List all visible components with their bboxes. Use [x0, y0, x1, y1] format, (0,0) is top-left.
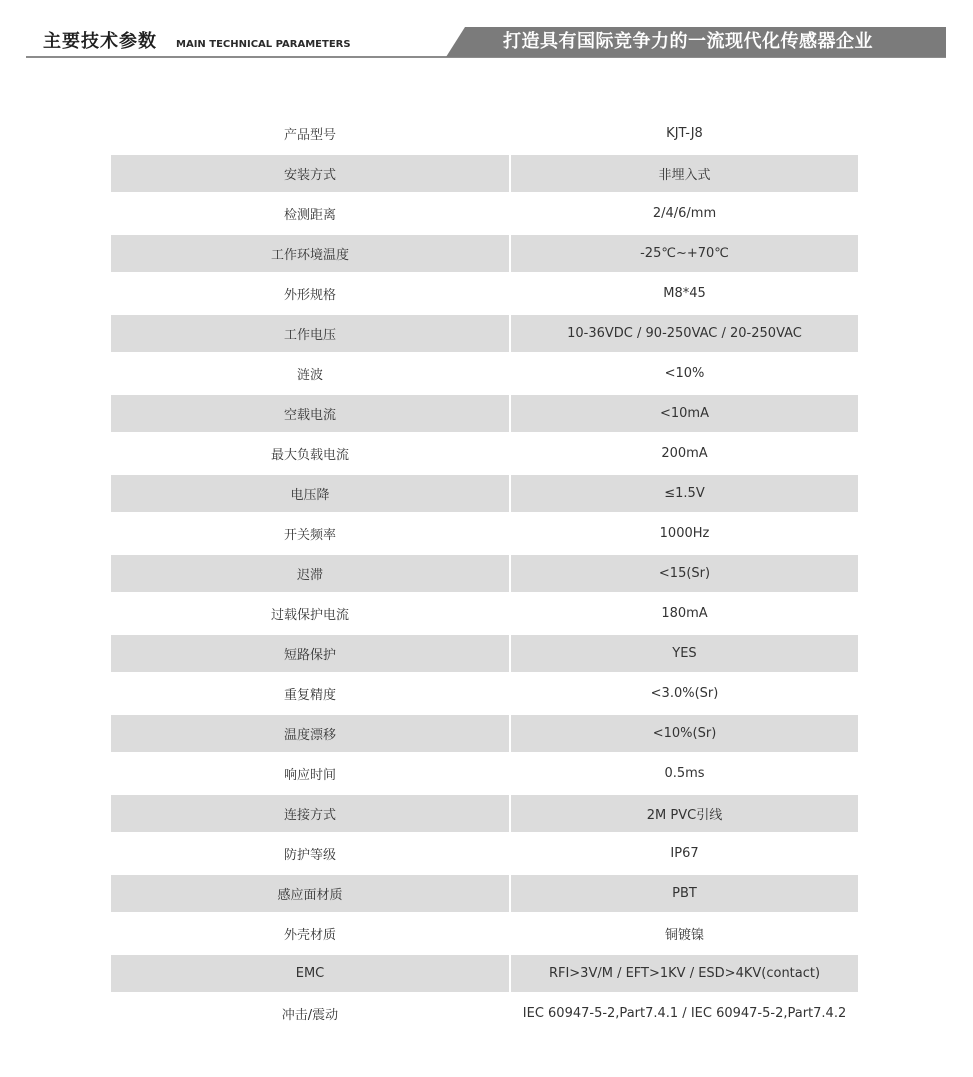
param-name: 最大负载电流	[270, 448, 349, 463]
table-row	[111, 434, 858, 474]
table-row	[111, 194, 858, 234]
table-row	[111, 714, 858, 754]
param-name: EMC	[111, 955, 509, 992]
param-name: 外形规格	[283, 288, 336, 303]
param-name: 工作环境温度	[111, 235, 509, 272]
param-name: 过载保护电流	[270, 608, 349, 623]
param-value: 200mA	[661, 446, 708, 461]
param-name: 迟滞	[111, 555, 509, 592]
param-value: M8*45	[663, 286, 706, 301]
param-value: 180mA	[661, 606, 708, 621]
param-value: 2M PVC引线	[511, 795, 858, 832]
param-name: 空载电流	[111, 395, 509, 432]
param-name: 响应时间	[283, 768, 336, 783]
table-row	[111, 874, 858, 914]
param-value: <10%	[664, 366, 705, 381]
param-name: 重复精度	[283, 688, 336, 703]
param-value: <3.0%(Sr)	[650, 686, 719, 701]
param-name: 连接方式	[111, 795, 509, 832]
param-value: IP67	[670, 846, 699, 861]
param-name: 感应面材质	[111, 875, 509, 912]
section-subtitle: MAIN TECHNICAL PARAMETERS	[176, 39, 351, 50]
param-name: 安装方式	[111, 155, 509, 192]
param-name: 产品型号	[283, 128, 336, 143]
table-row	[111, 994, 858, 1034]
param-value: 1000Hz	[659, 526, 710, 541]
table-row	[111, 394, 858, 434]
param-name: 温度漂移	[111, 715, 509, 752]
table-row	[111, 954, 858, 994]
spec-table	[111, 114, 858, 1034]
param-value: KJT-J8	[666, 126, 703, 141]
param-name: 防护等级	[283, 848, 336, 863]
param-value: -25℃~+70℃	[511, 235, 858, 272]
table-row	[111, 914, 858, 954]
table-row	[111, 314, 858, 354]
section-title: 主要技术参数	[43, 31, 157, 52]
param-name: 涟波	[296, 368, 323, 383]
param-name: 电压降	[111, 475, 509, 512]
param-name: 检测距离	[283, 208, 336, 223]
param-name: 开关频率	[283, 528, 336, 543]
table-row	[111, 154, 858, 194]
param-value: YES	[511, 635, 858, 672]
param-value: 2/4/6/mm	[652, 206, 717, 221]
slogan-text: 打造具有国际竞争力的一流现代化传感器企业	[503, 31, 873, 52]
table-row	[111, 554, 858, 594]
param-value: ≤1.5V	[511, 475, 858, 512]
section-header	[0, 0, 973, 70]
param-value: <10%(Sr)	[511, 715, 858, 752]
table-row	[111, 674, 858, 714]
table-row	[111, 474, 858, 514]
param-value: <10mA	[511, 395, 858, 432]
table-row	[111, 634, 858, 674]
param-value: 铜镀镍	[664, 928, 704, 943]
param-value: 非埋入式	[511, 155, 858, 192]
table-row	[111, 754, 858, 794]
param-name: 短路保护	[111, 635, 509, 672]
table-row	[111, 794, 858, 834]
param-value: IEC 60947-5-2,Part7.4.1 / IEC 60947-5-2,Part7.4.2	[522, 1006, 847, 1021]
param-name: 外壳材质	[283, 928, 336, 943]
param-value: 0.5ms	[664, 766, 705, 781]
param-value: 10-36VDC / 90-250VAC / 20-250VAC	[511, 315, 858, 352]
param-value: <15(Sr)	[511, 555, 858, 592]
param-value: RFI>3V/M / EFT>1KV / ESD>4KV(contact)	[511, 955, 858, 992]
param-name: 工作电压	[111, 315, 509, 352]
table-row	[111, 274, 858, 314]
table-row	[111, 354, 858, 394]
table-row	[111, 594, 858, 634]
table-row	[111, 514, 858, 554]
table-row	[111, 834, 858, 874]
param-value: PBT	[511, 875, 858, 912]
table-row	[111, 234, 858, 274]
table-row	[111, 114, 858, 154]
param-name: 冲击/震动	[281, 1008, 339, 1023]
